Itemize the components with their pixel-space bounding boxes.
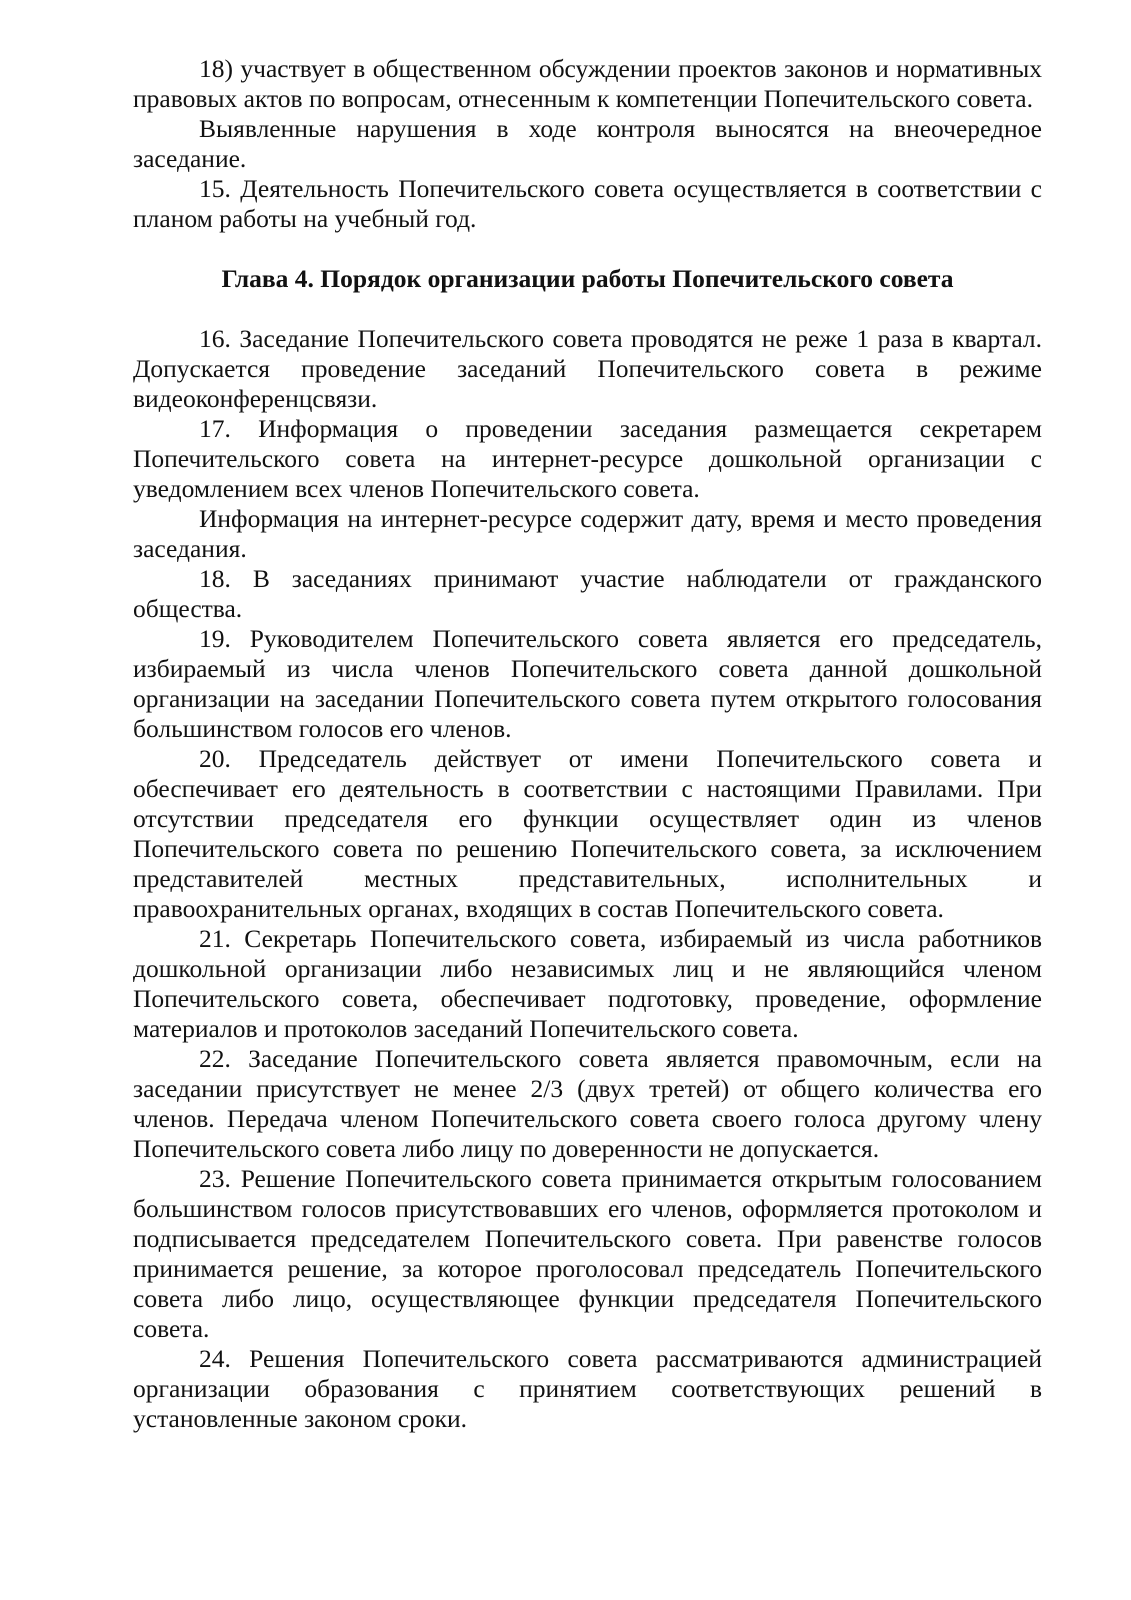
paragraph-24: 24. Решения Попечительского совета рассматриваются администрацией организации образования с принятием соответствующих решений в установленные законом сроки. xyxy=(133,1344,1042,1433)
paragraph-23: 23. Решение Попечительского совета принимается открытым голосованием большинством голосов присутствовавших его членов, оформляется протоколом и подписывается председателем Попечительского совета. При равенстве голосов принимается решение, за которое проголосовал председатель Попечительского совета либо лицо, осуществляющее функции председателя Попечительского совета. xyxy=(133,1164,1042,1343)
paragraph-18: 18. В заседаниях принимают участие наблюдатели от гражданского общества. xyxy=(133,564,1042,623)
paragraph-17-info: Информация на интернет-ресурсе содержит дату, время и место проведения заседания. xyxy=(133,504,1042,563)
paragraph-22: 22. Заседание Попечительского совета является правомочным, если на заседании присутствует не менее 2/3 (двух третей) от общего количества его членов. Передача членом Попечительского совета своего голоса другому члену Попечительского совета либо лицу по доверенности не допускается. xyxy=(133,1044,1042,1163)
paragraph-20: 20. Председатель действует от имени Попечительского совета и обеспечивает его деятельность в соответствии с настоящими Правилами. При отсутствии председателя его функции осуществляет один из членов Попечительского совета по решению Попечительского совета, за исключением представителей местных представительных, исполнительных и правоохранительных органах, входящих в состав Попечительского совета. xyxy=(133,744,1042,923)
document-body xyxy=(133,54,1042,1434)
paragraph-21: 21. Секретарь Попечительского совета, избираемый из числа работников дошкольной организации либо независимых лиц и не являющийся членом Попечительского совета, обеспечивает подготовку, проведение, оформление материалов и протоколов заседаний Попечительского совета. xyxy=(133,924,1042,1043)
paragraph-19: 19. Руководителем Попечительского совета является его председатель, избираемый из числа членов Попечительского совета данной дошкольной организации на заседании Попечительского совета путем открытого голосования большинством голосов его членов. xyxy=(133,624,1042,743)
paragraph-violations: Выявленные нарушения в ходе контроля выносятся на внеочередное заседание. xyxy=(133,114,1042,173)
paragraph-15: 15. Деятельность Попечительского совета осуществляется в соответствии с планом работы на учебный год. xyxy=(133,174,1042,233)
paragraph-16: 16. Заседание Попечительского совета проводятся не реже 1 раза в квартал. Допускается проведение заседаний Попечительского совета в режиме видеоконференцсвязи. xyxy=(133,324,1042,413)
paragraph-17: 17. Информация о проведении заседания размещается секретарем Попечительского совета на интернет-ресурсе дошкольной организации с уведомлением всех членов Попечительского совета. xyxy=(133,414,1042,503)
paragraph-item-18: 18) участвует в общественном обсуждении проектов законов и нормативных правовых актов по вопросам, отнесенным к компетенции Попечительского совета. xyxy=(133,54,1042,113)
chapter-title: Глава 4. Порядок организации работы Попечительского совета xyxy=(221,264,954,293)
